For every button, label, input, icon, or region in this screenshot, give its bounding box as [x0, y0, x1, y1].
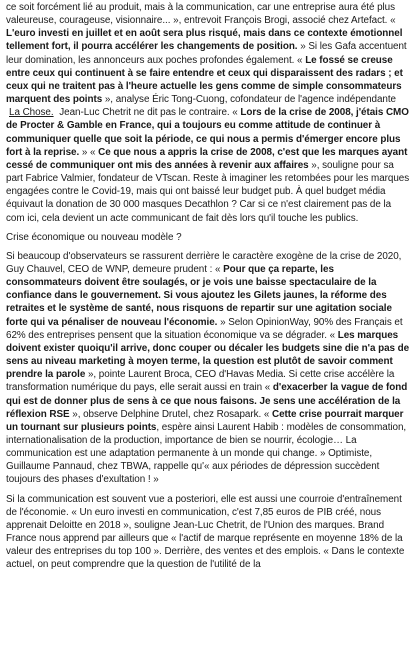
- article-paragraph-1: [6, 1, 411, 225]
- quote-segment: Pour que ça reparte, les consommateurs doivent être soulagés, or je vois une baisse spectaculaire de la confiance dans le gouvernement. Si vous ajoutez les Gilets jaunes, la réforme des retraites et le système de santé, nous risquons de repartir sur une agitation sociale forte qui va pénaliser de nouveau l'économie.: [6, 263, 392, 328]
- text-segment: » Optimiste, Guillaume Pannaud, chez TBWA, rappelle qu'« aux périodes de dépression succèdent toujours des phases d'exultation ! »: [6, 448, 380, 486]
- quote-segment: Lors de la crise de 2008, j'étais CMO de Procter & Gamble en France, qui a toujours eu comme attitude de continuer à communiquer quelle que soit la période, ce qui nous a permis d'émerger encore plus fort à la reprise.: [6, 107, 409, 158]
- text-segment: , espère ainsi Laurent Habib : modèles de consommation, internationalisation de la production, importance de bien se nourrir, écologie… La communication est une adaptation permanente à un monde qui change.: [6, 421, 407, 460]
- text-segment: », souligne pour sa part Fabrice Valmier, fondateur de VTscan. Reste à imaginer les retombées pour les marques engagées contre le Covid-19, mais qui ont baissé leur budget pub. À quel budget média équivaut la donation de 30 000 masques Decathlon ? Car si ce n'est clairement pas de la com ici, cela devient un acte communicant de fait dès lors qu'il touche les publics.: [6, 159, 410, 224]
- text-segment: », pointe Laurent Broca, CEO d'Havas Media. Si cette crise accélère la transformation numérique du pays, elle serait aussi en train «: [6, 369, 395, 394]
- section-heading: Crise économique ou nouveau modèle ?: [6, 231, 182, 243]
- text-segment: Si beaucoup d'observateurs se rassurent derrière le caractère exogène de la crise de 2020, Guy Chauvel, CEO de WNP, demeure prudent : «: [6, 250, 402, 275]
- quote-segment: d'exacerber la vague de fond qui est de donner plus de sens à ce que nous faisons. Je sens une accélération de la réflexion RSE: [6, 382, 408, 420]
- text-segment: » Si les Gafa accentuent leur domination, les annonceurs aux poches profondes également. «: [6, 41, 407, 66]
- text-segment: ce soit forcément lié au produit, mais à la communication, car une entreprise aura été plus valeureuse, courageuse, visionnaire... », entrevoit François Brogi, associé chez Artefact. «: [6, 2, 396, 27]
- article-paragraph-3: [6, 493, 411, 572]
- quote-segment: Les marques doivent exister quoiqu'il arrive, donc couper ou décaler les budgets sine die n'a pas de sens au niveau marketing à moyen terme, la question est plutôt de savoir comment prendre la parole: [6, 329, 410, 381]
- text-segment: » Selon OpinionWay, 90% des Français et 62% des entreprises pensent que la situation économique va se dégrader. «: [6, 316, 403, 341]
- text-segment: » «: [79, 146, 99, 158]
- text-segment: Si la communication est souvent vue a posteriori, elle est aussi une courroie d'entraînement de l'économie. « Un euro investi en communication, c'est 7,85 euros de PIB créé, nous apprenait Deloitte en 2018 », souligne Jean-Luc Chetrit, de l'Union des marques. Brand France nous apprend par ailleurs que « l'actif de marque représente en moyenne 18% de la valeur des entreprises du top 100 ». Derrière, des ventes et des emplois. « Dans le contexte actuel, on peut comprendre que la question de l'utilité de la: [6, 493, 405, 571]
- quote-segment: Le fossé se creuse entre ceux qui continuent à se faire entendre et ceux qui disparaissent des radars ; et ceux qui ne traitent pas à l'heure actuelle les gens comme de simple consommateurs marquent des points: [6, 54, 403, 106]
- text-segment: Jean-Luc Chetrit ne dit pas le contraire. «: [56, 107, 241, 119]
- quote-segment: Ce que nous a appris la crise de 2008, c'est que les marques ayant cessé de communiquer ont mis des années à revenir aux affaires: [6, 146, 408, 171]
- article-paragraph-2: [6, 250, 411, 487]
- text-segment: », analyse Éric Tong-Cuong, cofondateur de l'agence indépendante: [102, 94, 396, 106]
- text-segment: », observe Delphine Drutel, chez Rosapark. «: [69, 408, 273, 420]
- agency-link[interactable]: La Chose.: [9, 107, 54, 119]
- quote-segment: L'euro investi en juillet et en août sera plus risqué, mais dans ce contexte émotionnel tellement fort, il pourra accélérer les changements de position.: [6, 28, 403, 53]
- quote-segment: Cette crise pourrait marquer un tournant sur plusieurs points: [6, 408, 404, 433]
